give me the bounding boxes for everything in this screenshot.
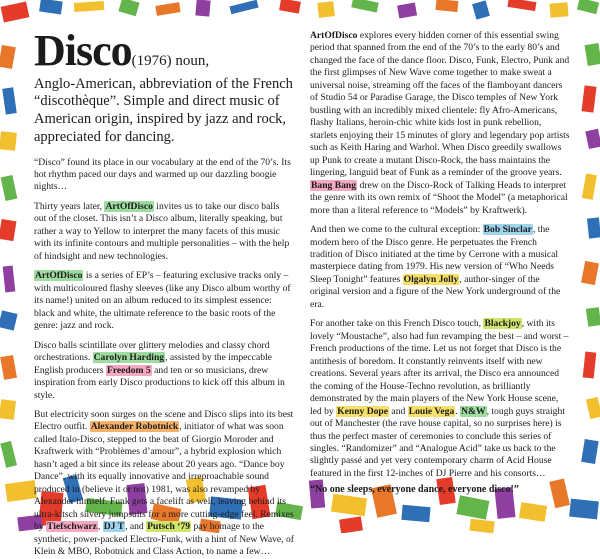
paragraph-l3: ArtOfDisco is a series of EP’s – featuring exclusive tracks only – with multicoloured flashy sleeves (like any Disco album worthy of its name!) united on an album reduced to its simplest essence: black and white, the ultimate reference to the basic roots of the genre: jazz and rock. (34, 270, 291, 332)
highlight-olgalyn-jolly: Olgalyn Jolly (403, 273, 459, 285)
highlight-dj-t: DJ T (103, 521, 125, 533)
brand-artofdisco: ArtOfDisco (310, 30, 358, 41)
highlight-tiefschwarz: Tiefschwarz (47, 521, 97, 533)
paragraph-r1: ArtOfDisco explores every hidden corner of this essential swing period that spanned from the end of the 70’s to the early 80’s and changed the face of the dance floor. Disco, Funk, Electro, Punk and the first glimpses of New Wave come together to make sweat a universal noise, streaming off the faces of the flamboyant dancers of Studio 54 or Paradise Garage, the Disco temples of New York bustling with an incredibly mixed clientele: fly Afro-Americans, flashy Italians, heroin-chic white kids lost in punk rebellion, starlets enjoying their 15 minutes of glory and legendary pop artists such as Keith Haring and Warhol. When Disco greedily swallows up Punk to create a mutant Disco-Rock, the bass maintains the lingering, languid beat of Funk as a reminder of the groove years. Bang Bang drew on the Disco-Rock of Talking Heads to interpret the genre with its own remix of “Shoot the Model” (a metaphorical more than a literal reference to “Models” by Kraftwerk). (310, 30, 570, 216)
highlight-bob-sinclar: Bob Sinclar (483, 224, 532, 236)
highlight-bang-bang: Bang Bang (311, 179, 357, 191)
highlight-carolyn-harding: Carolyn Harding (93, 352, 165, 364)
article-body (34, 26, 570, 558)
paragraph-r2: And then we come to the cultural exception: Bob Sinclar, the modern hero of the Disco genre. He perpetuates the French tradition of Disco initiated at the time by Cerrone with a musical masterpiece dating from 1979. His new version of “Who Needs Sleep Tonight” features Olgalyn Jolly, author-singer of the original version and a figure of the New York underground of the era. (310, 224, 561, 310)
right-column (310, 30, 570, 496)
page-title (34, 26, 294, 75)
highlight-blackjoy: Blackjoy (484, 318, 521, 330)
closing-line: “No one sleeps, everyone dance, everyone disco!” (310, 484, 519, 496)
highlight-artofdisco-1: ArtOfDisco (105, 200, 153, 212)
paragraph-l4: Disco balls scintillate over glittery melodies and classy chord orchestrations. Carolyn Harding, assisted by the impeccable English producers Freedom 5 and ten or so musicians, drew inspiration from early Disco productions to kick off this album in style. (34, 339, 285, 401)
highlight-putsch-79: Putsch ‘79 (147, 521, 191, 533)
highlight-freedom-5: Freedom 5 (106, 364, 151, 376)
masthead-title: Disco (34, 26, 132, 75)
paragraph-r3: For another take on this French Disco touch, Blackjoy, with its lovely “Moustache”, also had fun revamping the best – and worst – French productions of the time. Let us not forget that Disco is the antithesis of boredom. It constantly reinvents itself with new creations. Several years after its arrival, the Disco era announced the coming of the House-Techno revolution, as brilliantly demonstrated by the main players of the New York House scene, led by Kenny Dope and Louie Vega. N&W, tough guys straight out of Manchester (the rave house capital, so no surprises here) is thus the perfect master of ceremonies to conclude this series of singles. “Randomizer” and “Analogue Acid” take us back to the slightly passé and yet very contemporary charm of Acid House featured in the first 12-inches of DJ Pierre and his consorts… (310, 318, 569, 479)
paragraph-l5: But electricity soon surges on the scene and Disco slips into its best Electro outfit. Alexander Robotnick, initiator of what was soon called Italo-Disco, stepped to the beat of Giorgio Moroder and Kraftwerk with “Problèmes d’amour”, a hybrid explosion which hasn’t aged a bit since its release about 20 years ago. “Dance boy Dance”, with its equally innovative and irreproachable sound produced in (believe it or not) 1981, was also revamped by Alexander himself. Funk gets a facelift as well, leaving behind its ultra-kitsch silvery jumpsuits for a more cutting-edge feel. Remixes by Tiefschwarz, DJ T, and Putsch ‘79 pay homage to the synthetic, power-packed Electro-Funk, with a hint of New Wave, of Klein & MBO, Robotnick and Class Action, to name a few… (34, 408, 294, 558)
highlight-kenny-dope: Kenny Dope (337, 405, 389, 417)
paragraph-l2: Thirty years later, ArtOfDisco invites us to take our disco balls out of the closet. This isn’t a Disco album, literally speaking, but rather a way to Yellow to interpret the many facets of this music with its infinite contours and multiple personalities – with the help of hindsight and new technologies. (34, 200, 290, 262)
highlight-alexander-robotnick: Alexander Robotnick (90, 421, 179, 433)
paragraph-l1: “Disco” found its place in our vocabulary at the end of the 70’s. Its hot rhythm paced our days and warmed up our dazzling boogie nights… (34, 156, 291, 193)
masthead-deck: Anglo-American, abbreviation of the French “discothèque”. Simple and direct music of American origin, inspired by jazz and rock, appreciated for dancing. (34, 75, 293, 145)
left-column (34, 26, 294, 558)
masthead-subtitle: (1976) noun, (131, 53, 210, 69)
highlight-artofdisco-2: ArtOfDisco (35, 270, 83, 282)
highlight-nw: N&W (461, 405, 486, 417)
highlight-louie-vega: Louie Vega (408, 405, 455, 417)
